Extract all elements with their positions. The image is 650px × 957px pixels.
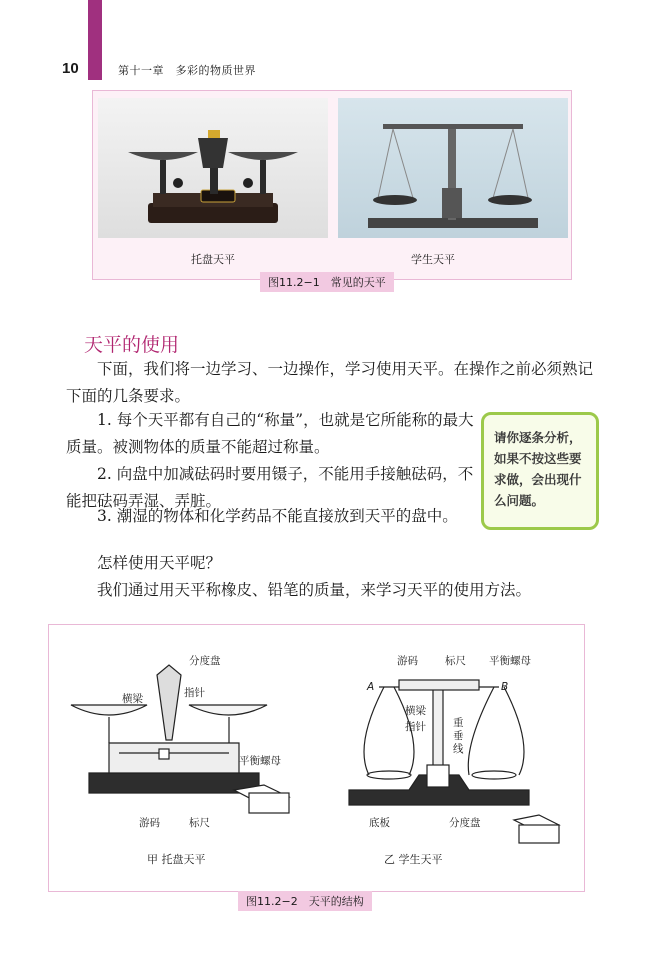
think-note-box: 请你逐条分析，如果不按这些要求做，会出现什么问题。	[481, 412, 599, 530]
student-balance-illustration	[338, 98, 568, 238]
label-tray-balance: 托盘天平	[191, 253, 235, 266]
label-student-rider: 游码	[397, 655, 418, 667]
label-tray-beam: 横梁	[122, 693, 143, 705]
label-tray-scale: 标尺	[189, 817, 210, 829]
label-student-pointer: 指针	[405, 721, 426, 733]
method-text: 我们通过用天平称橡皮、铅笔的质量，来学习天平的使用方法。	[97, 581, 532, 599]
photo-student-balance	[338, 98, 568, 238]
figure-common-balances	[92, 90, 572, 280]
label-tray-pointer: 指针	[184, 687, 205, 699]
label-student-dial: 分度盘	[449, 817, 481, 829]
chapter-header: 第十一章 多彩的物质世界	[118, 64, 256, 77]
label-tray-nut: 平衡螺母	[239, 755, 281, 767]
figure-balance-structure	[48, 624, 585, 892]
label-point-a: A	[367, 681, 375, 693]
figure2-caption: 图11.2−2 天平的结构	[238, 891, 372, 911]
label-student-nut: 平衡螺母	[489, 655, 531, 667]
label-student-base: 底板	[369, 817, 390, 829]
label-student-scale: 标尺	[445, 655, 466, 667]
photo-tray-balance	[98, 98, 328, 238]
tray-balance-illustration	[98, 98, 328, 238]
label-tray-dial: 分度盘	[189, 655, 221, 667]
label-student-plumb: 重垂线	[453, 717, 464, 755]
question-text: 怎样使用天平呢？	[97, 554, 222, 572]
section-title: 天平的使用	[84, 334, 180, 356]
page-number: 10	[62, 60, 79, 77]
sublabel-tray-balance: 甲 托盘天平	[147, 853, 206, 866]
label-student-beam: 横梁	[405, 705, 426, 717]
sublabel-student-balance: 乙 学生天平	[384, 853, 443, 866]
label-tray-rider: 游码	[139, 817, 160, 829]
label-point-b: B	[501, 681, 509, 693]
label-student-balance: 学生天平	[411, 253, 455, 266]
rule-3: 3. 潮湿的物体和化学药品不能直接放到天平的盘中。	[97, 507, 458, 525]
intro-paragraph: 下面，我们将一边学习、一边操作，学习使用天平。在操作之前必须熟记下面的几条要求。	[66, 360, 594, 405]
figure1-caption: 图11.2−1 常见的天平	[260, 272, 394, 292]
rule-2: 2. 向盘中加减砝码时要用镊子，不能用手接触砝码，不能把砝码弄湿、弄脏。	[66, 465, 474, 510]
chapter-color-bar	[88, 0, 102, 80]
rule-1: 1. 每个天平都有自己的“称量”，也就是它所能称的最大质量。被测物体的质量不能超过称量。	[66, 411, 474, 456]
